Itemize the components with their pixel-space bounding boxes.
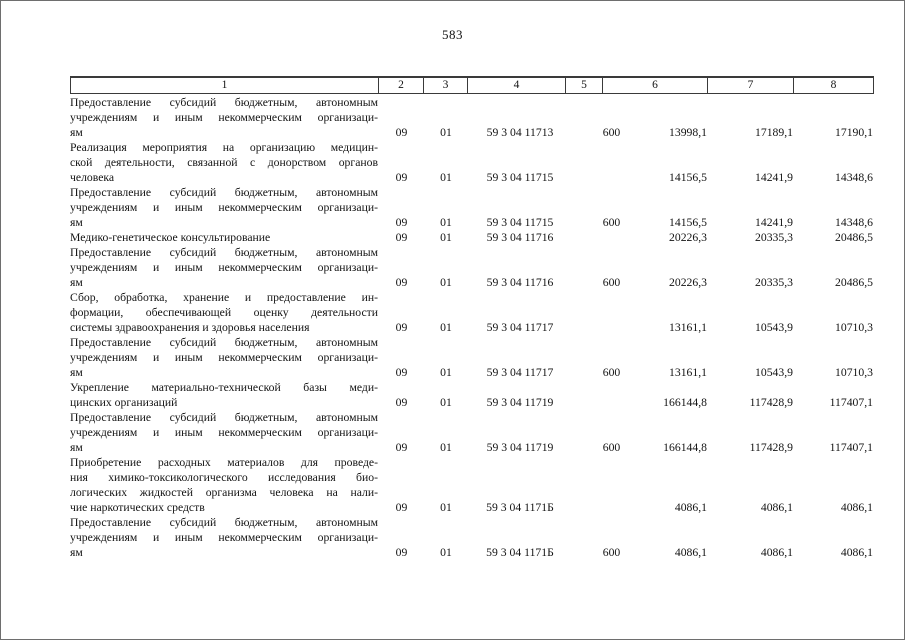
- row-col-6: 20226,3: [669, 276, 707, 289]
- row-col-4: 59 3 04 11715: [486, 171, 554, 184]
- row-col-4: 59 3 04 11717: [486, 321, 554, 334]
- row-col-5: [573, 380, 650, 410]
- activity-name-line: Предоставление субсидий бюджетным, автономным: [70, 186, 378, 199]
- header-cell-1: 1: [71, 77, 379, 94]
- activity-name-line: системы здравоохранения и здоровья населения: [70, 321, 310, 334]
- row-col-8: 117407,1: [829, 441, 873, 454]
- row-col-2: 09: [395, 216, 408, 229]
- row-activity-name: [70, 515, 378, 560]
- row-col-6: 13161,1: [669, 366, 707, 379]
- activity-name-line: учреждениям и иным некоммерческим организаци-: [70, 111, 378, 124]
- row-col-4: 59 3 04 11716: [486, 276, 554, 289]
- row-activity-name: [70, 290, 378, 335]
- table-row: [70, 230, 873, 245]
- row-col-8: 10710,3: [835, 366, 873, 379]
- row-col-6: 20226,3: [669, 231, 707, 244]
- table-row: [70, 335, 873, 380]
- row-col-3: 01: [440, 231, 452, 244]
- activity-name-line: ям: [70, 546, 83, 559]
- row-col-2: 09: [395, 321, 408, 334]
- row-col-7: 10543,9: [755, 321, 793, 334]
- row-col-2: 09: [395, 276, 408, 289]
- table-row: [70, 290, 873, 335]
- row-col-3: 01: [440, 396, 452, 409]
- row-col-5: [573, 230, 650, 245]
- activity-name-line: Укрепление материально-технической базы меди-: [70, 381, 378, 394]
- page-number: 583: [442, 27, 463, 42]
- row-col-5: [573, 455, 650, 515]
- row-col-6: 4086,1: [674, 546, 707, 559]
- row-col-4: 59 3 04 11716: [486, 231, 554, 244]
- row-col-4: 59 3 04 11719: [486, 441, 554, 454]
- row-col-5: 600: [602, 126, 621, 139]
- activity-name-line: ям: [70, 441, 83, 454]
- activity-name-line: цинских организаций: [70, 396, 178, 409]
- activity-name-line: чие наркотических средств: [70, 501, 205, 514]
- activity-name-line: Предоставление субсидий бюджетным, автономным: [70, 336, 378, 349]
- row-col-7: 117428,9: [749, 441, 793, 454]
- row-col-8: 14348,6: [835, 216, 873, 229]
- row-col-7: 4086,1: [760, 546, 793, 559]
- row-col-2: 09: [395, 546, 408, 559]
- row-col-7: 10543,9: [755, 366, 793, 379]
- budget-table: [70, 95, 873, 560]
- row-col-3: 01: [440, 216, 452, 229]
- row-col-2: 09: [395, 126, 408, 139]
- row-col-3: 01: [440, 441, 452, 454]
- row-col-8: 4086,1: [840, 546, 873, 559]
- header-cell-3: 3: [424, 77, 468, 94]
- table-row: [70, 410, 873, 455]
- activity-name-line: ния химико-токсикологического исследования био-: [70, 471, 378, 484]
- activity-name-line: логических жидкостей организма человека на нали-: [70, 486, 378, 499]
- row-col-8: 117407,1: [829, 396, 873, 409]
- row-col-2: 09: [395, 171, 408, 184]
- row-col-8: 17190,1: [835, 126, 873, 139]
- activity-name-line: учреждениям и иным некоммерческим организаци-: [70, 201, 378, 214]
- row-col-3: 01: [440, 546, 452, 559]
- header-cell-4: 4: [468, 77, 566, 94]
- row-col-6: 4086,1: [674, 501, 707, 514]
- row-activity-name: [70, 455, 378, 515]
- row-col-4: 59 3 04 11713: [486, 126, 554, 139]
- header-cell-5: 5: [566, 77, 603, 94]
- row-col-7: 14241,9: [755, 216, 793, 229]
- header-row: [71, 77, 874, 94]
- row-col-3: 01: [440, 501, 452, 514]
- activity-name-line: Предоставление субсидий бюджетным, автономным: [70, 516, 378, 529]
- row-col-2: 09: [395, 231, 408, 244]
- row-col-6: 13998,1: [669, 126, 707, 139]
- row-col-6: 14156,5: [669, 171, 707, 184]
- row-col-6: 166144,8: [663, 441, 707, 454]
- activity-name-line: учреждениям и иным некоммерческим организаци-: [70, 426, 378, 439]
- row-activity-name: [70, 230, 378, 245]
- activity-name-line: Реализация мероприятия на организацию медицин-: [70, 141, 378, 154]
- table-row: [70, 245, 873, 290]
- activity-name-line: ям: [70, 276, 83, 289]
- row-activity-name: [70, 95, 378, 140]
- row-col-5: [573, 290, 650, 335]
- row-col-4: 59 3 04 1171Б: [486, 546, 554, 559]
- row-activity-name: [70, 410, 378, 455]
- table-row: [70, 455, 873, 515]
- row-col-4: 59 3 04 11715: [486, 216, 554, 229]
- row-col-5: [573, 140, 650, 185]
- activity-name-line: учреждениям и иным некоммерческим организаци-: [70, 261, 378, 274]
- row-col-7: 117428,9: [749, 396, 793, 409]
- row-col-7: 20335,3: [755, 276, 793, 289]
- row-col-4: 59 3 04 11717: [486, 366, 554, 379]
- row-col-2: 09: [395, 441, 408, 454]
- row-col-6: 14156,5: [669, 216, 707, 229]
- row-col-2: 09: [395, 396, 408, 409]
- row-col-7: 20335,3: [755, 231, 793, 244]
- row-activity-name: [70, 140, 378, 185]
- row-col-4: 59 3 04 1171Б: [486, 501, 554, 514]
- table-column-header: [70, 76, 874, 94]
- row-activity-name: [70, 185, 378, 230]
- table-row: [70, 140, 873, 185]
- activity-name-line: Предоставление субсидий бюджетным, автономным: [70, 96, 378, 109]
- activity-name-line: Приобретение расходных материалов для проведе-: [70, 456, 378, 469]
- row-col-8: 20486,5: [835, 231, 873, 244]
- header-cell-2: 2: [379, 77, 424, 94]
- header-cell-7: 7: [708, 77, 794, 94]
- row-col-2: 09: [395, 501, 408, 514]
- row-col-7: 4086,1: [760, 501, 793, 514]
- activity-name-line: учреждениям и иным некоммерческим организаци-: [70, 531, 378, 544]
- activity-name-line: Медико-генетическое консультирование: [70, 231, 271, 244]
- row-col-2: 09: [395, 366, 408, 379]
- table-body: [70, 95, 873, 560]
- row-col-3: 01: [440, 126, 452, 139]
- row-col-3: 01: [440, 276, 452, 289]
- table-row: [70, 185, 873, 230]
- activity-name-line: Предоставление субсидий бюджетным, автономным: [70, 246, 378, 259]
- row-col-7: 14241,9: [755, 171, 793, 184]
- row-col-7: 17189,1: [755, 126, 793, 139]
- row-col-3: 01: [440, 321, 452, 334]
- row-col-4: 59 3 04 11719: [486, 396, 554, 409]
- row-col-8: 4086,1: [840, 501, 873, 514]
- row-col-6: 13161,1: [669, 321, 707, 334]
- row-col-8: 10710,3: [835, 321, 873, 334]
- activity-name-line: Предоставление субсидий бюджетным, автономным: [70, 411, 378, 424]
- activity-name-line: Сбор, обработка, хранение и предоставление ин-: [70, 291, 378, 304]
- table-row: [70, 515, 873, 560]
- row-col-5: 600: [602, 276, 621, 289]
- header-cell-6: 6: [603, 77, 708, 94]
- row-col-6: 166144,8: [663, 396, 707, 409]
- row-col-5: 600: [602, 216, 621, 229]
- row-col-5: 600: [602, 366, 621, 379]
- activity-name-line: ям: [70, 216, 83, 229]
- row-col-8: 14348,6: [835, 171, 873, 184]
- row-activity-name: [70, 245, 378, 290]
- row-col-5: 600: [602, 441, 621, 454]
- header-cell-8: 8: [794, 77, 874, 94]
- activity-name-line: человека: [70, 171, 115, 184]
- activity-name-line: ям: [70, 366, 83, 379]
- activity-name-line: ям: [70, 126, 83, 139]
- table-row: [70, 95, 873, 140]
- row-activity-name: [70, 335, 378, 380]
- activity-name-line: ской деятельности, связанной с донорством органов: [70, 156, 378, 169]
- row-col-5: 600: [602, 546, 621, 559]
- activity-name-line: формации, обеспечивающей оценку деятельности: [70, 306, 378, 319]
- activity-name-line: учреждениям и иным некоммерческим организаци-: [70, 351, 378, 364]
- row-col-3: 01: [440, 171, 452, 184]
- row-activity-name: [70, 380, 378, 410]
- row-col-3: 01: [440, 366, 452, 379]
- table-row: [70, 380, 873, 410]
- row-col-8: 20486,5: [835, 276, 873, 289]
